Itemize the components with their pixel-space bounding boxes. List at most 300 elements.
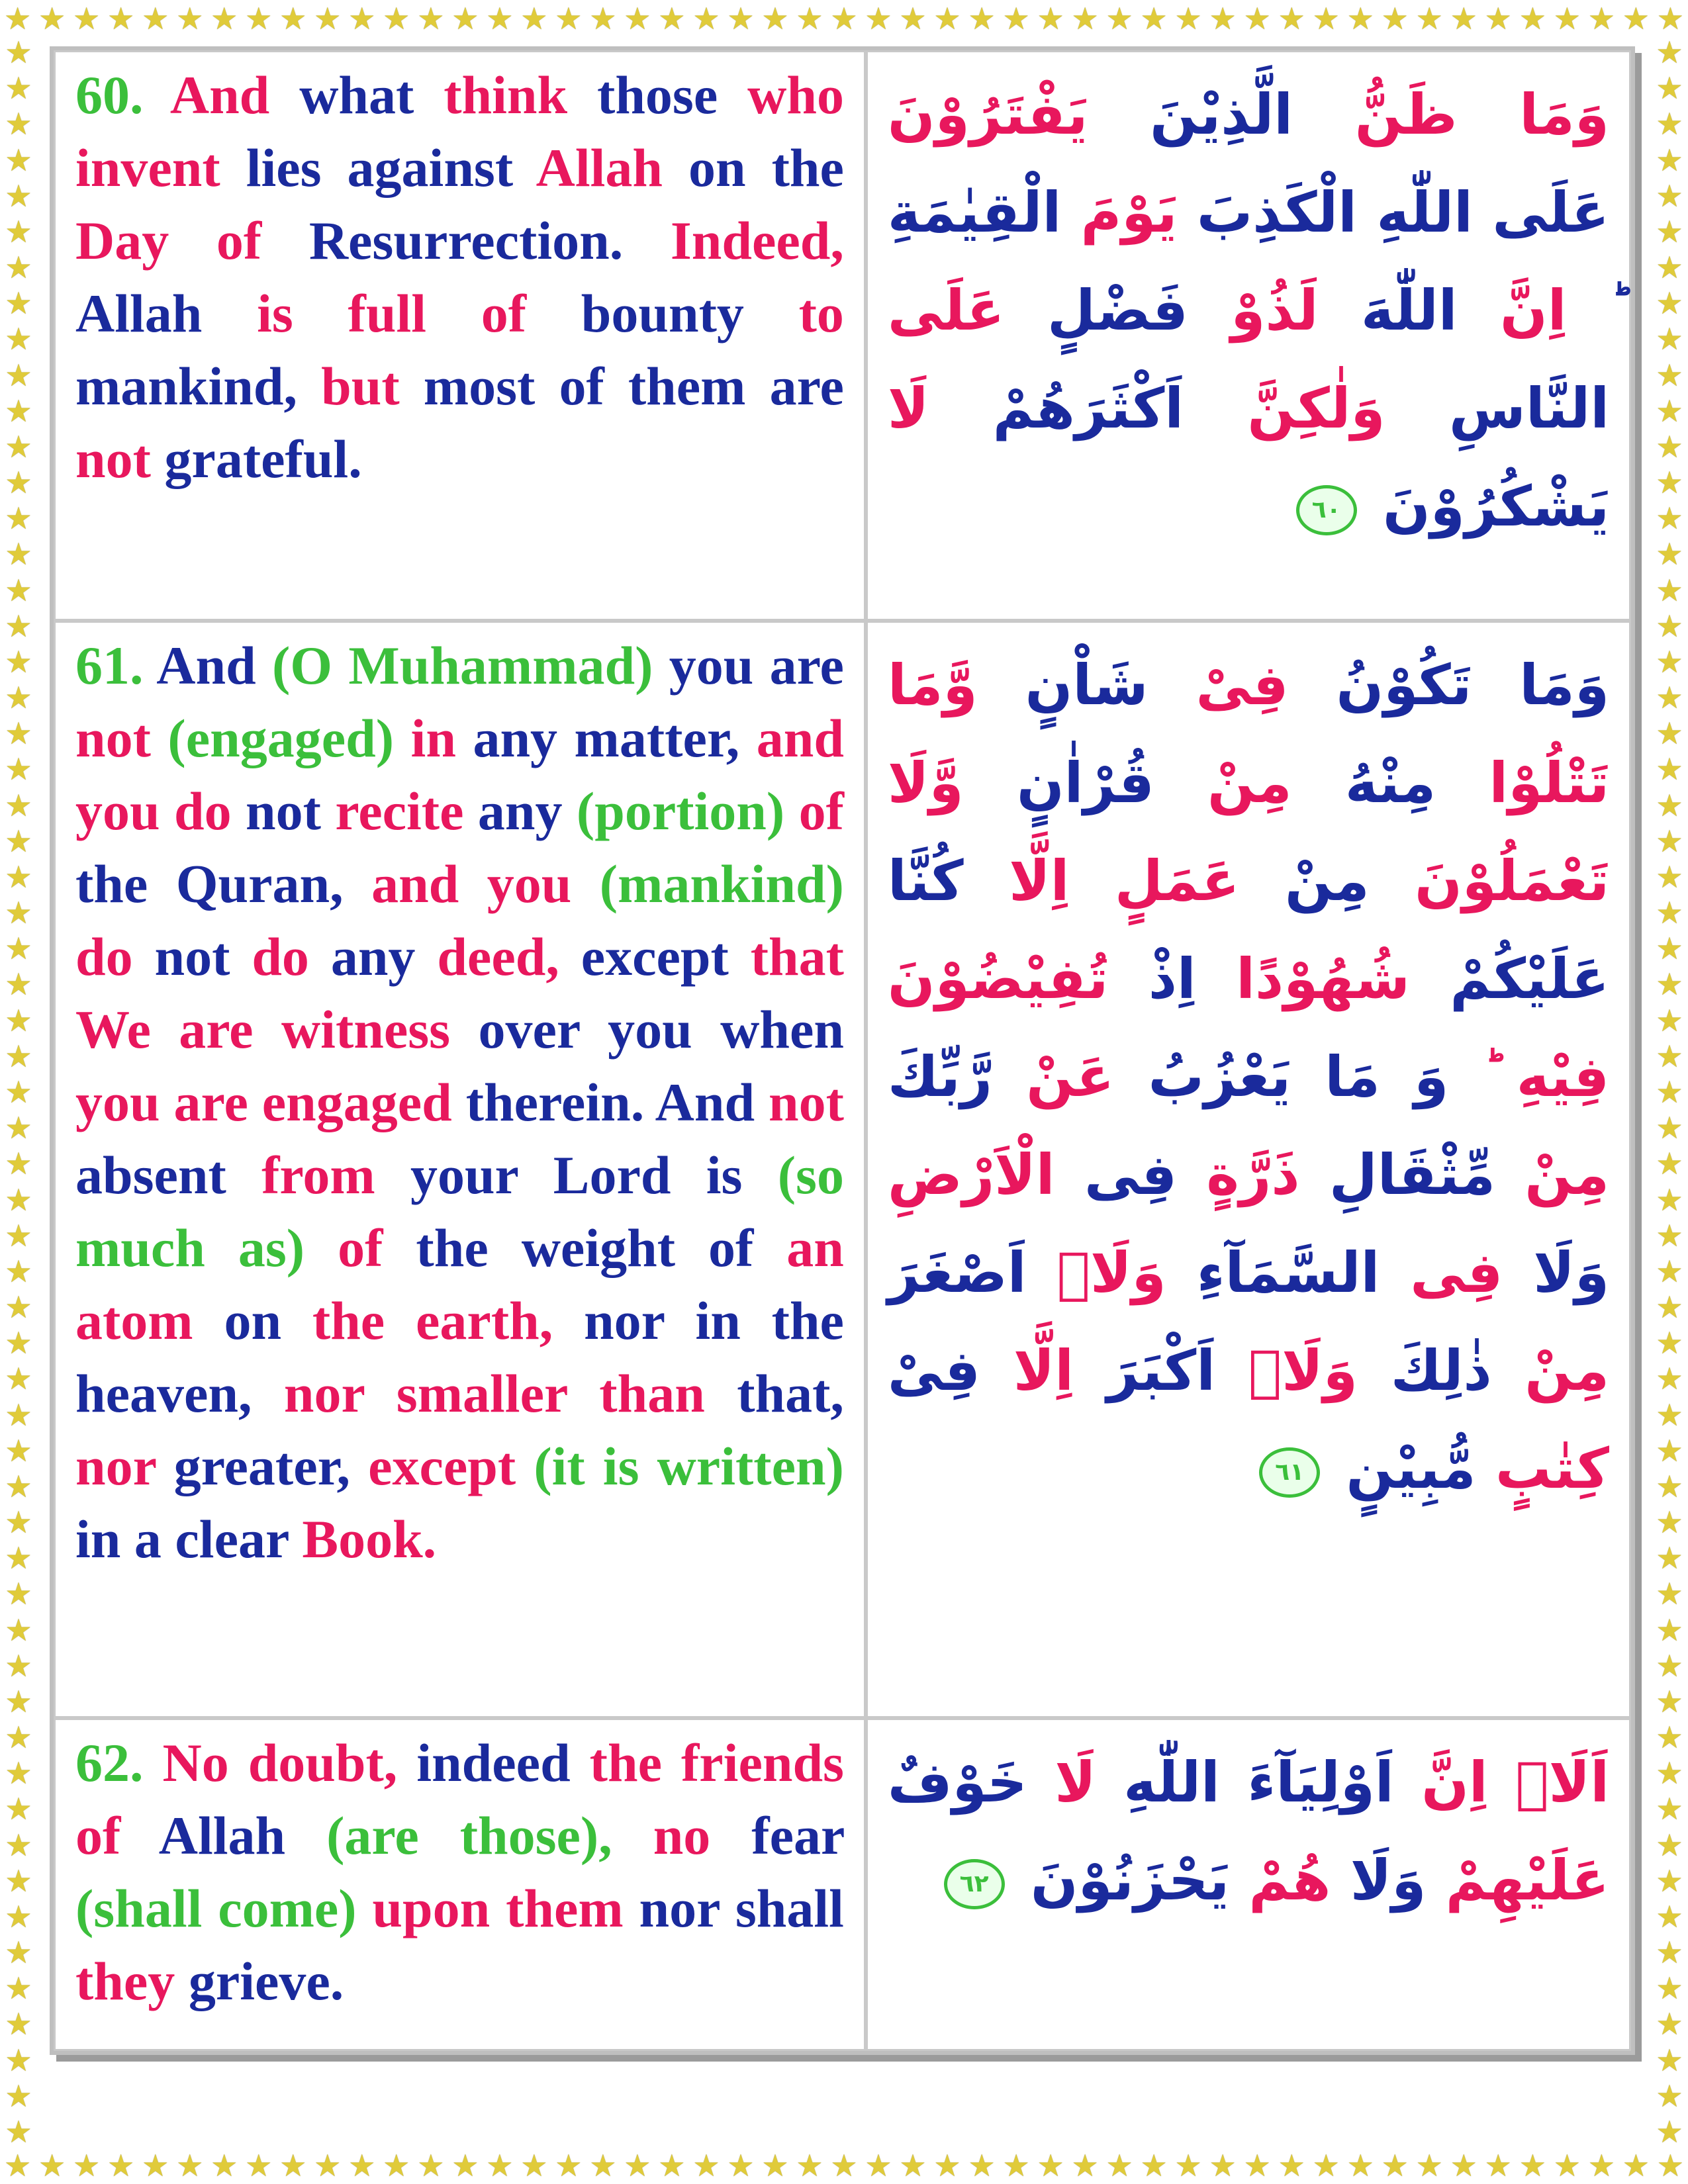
word: الْكَذِبَ xyxy=(1196,180,1357,245)
word: that, xyxy=(737,1363,844,1424)
star-icon: ★ xyxy=(1656,1755,1683,1792)
star-icon: ★ xyxy=(1656,34,1683,70)
word: in xyxy=(410,708,456,768)
word: mankind, xyxy=(75,356,298,416)
star-icon: ★ xyxy=(1656,106,1683,142)
word: therein. xyxy=(465,1072,645,1132)
star-icon: ★ xyxy=(245,2148,273,2183)
star-icon: ★ xyxy=(5,1073,32,1110)
word: of xyxy=(559,356,604,416)
star-icon: ★ xyxy=(5,1396,32,1433)
star-icon: ★ xyxy=(1656,1719,1683,1756)
star-icon: ★ xyxy=(1622,2148,1650,2183)
word: لَا xyxy=(887,376,929,441)
star-icon: ★ xyxy=(5,500,32,537)
star-icon: ★ xyxy=(5,1253,32,1289)
star-icon: ★ xyxy=(1656,1540,1683,1576)
star-icon: ★ xyxy=(1209,1,1237,36)
star-icon: ★ xyxy=(1312,2148,1340,2183)
word: those xyxy=(597,65,718,125)
star-icon: ★ xyxy=(383,1,410,36)
star-icon: ★ xyxy=(1174,2148,1202,2183)
word: not xyxy=(246,781,321,841)
word: grateful. xyxy=(164,429,362,489)
star-icon: ★ xyxy=(5,680,32,716)
word: not xyxy=(769,1072,844,1132)
star-icon: ★ xyxy=(5,1791,32,1827)
star-icon: ★ xyxy=(1656,1504,1683,1541)
star-icon: ★ xyxy=(5,895,32,931)
word: nor smaller xyxy=(283,1363,567,1424)
star-icon: ★ xyxy=(1656,2077,1683,2114)
star-icon: ★ xyxy=(589,1,617,36)
star-icon: ★ xyxy=(5,1755,32,1792)
word: اَوْلِيَآءَ xyxy=(1247,1750,1394,1815)
star-icon: ★ xyxy=(1105,2148,1133,2183)
word: are xyxy=(179,999,254,1060)
star-icon: ★ xyxy=(1656,1647,1683,1684)
verse-table xyxy=(50,46,1635,2055)
word: from xyxy=(261,1145,375,1205)
word: اللّٰهِ xyxy=(1123,1750,1220,1815)
word: nor xyxy=(75,1436,156,1496)
word: to xyxy=(798,283,844,343)
star-icon: ★ xyxy=(5,1970,32,2007)
word: of xyxy=(75,1805,121,1866)
star-icon: ★ xyxy=(1656,1253,1683,1289)
word: وَلَاۤ xyxy=(1248,1338,1358,1403)
star-icon: ★ xyxy=(1656,250,1683,286)
word: الْاَرْضِ xyxy=(887,1142,1055,1207)
word: that xyxy=(750,927,844,987)
star-icon: ★ xyxy=(1656,70,1683,107)
word: الْقِيٰمَةِ xyxy=(887,180,1062,245)
word: not xyxy=(75,429,151,489)
word: كِتٰبٍ xyxy=(1495,1436,1609,1501)
word: against xyxy=(347,138,514,198)
star-icon: ★ xyxy=(1656,823,1683,859)
star-icon: ★ xyxy=(1656,751,1683,788)
star-icon: ★ xyxy=(1656,1432,1683,1469)
star-icon: ★ xyxy=(1656,1683,1683,1719)
star-icon: ★ xyxy=(5,966,32,1003)
word: written) xyxy=(657,1436,844,1496)
verse-row-61 xyxy=(54,621,1631,1718)
word: يَوْمَ xyxy=(1080,180,1178,245)
word: any xyxy=(473,708,558,768)
word: وَلَاۤ xyxy=(1056,1240,1166,1305)
star-icon: ★ xyxy=(624,2148,651,2183)
word: تَتْلُوْا xyxy=(1489,751,1609,815)
word: the xyxy=(75,854,148,914)
word: them xyxy=(628,356,746,416)
star-icon: ★ xyxy=(1656,715,1683,752)
star-icon: ★ xyxy=(1656,428,1683,465)
word: friends xyxy=(680,1733,844,1793)
english-translation-60 xyxy=(54,50,866,621)
star-icon: ★ xyxy=(1105,1,1133,36)
star-icon: ★ xyxy=(5,1504,32,1541)
star-icon: ★ xyxy=(1656,1181,1683,1218)
star-icon: ★ xyxy=(5,1146,32,1182)
star-icon: ★ xyxy=(5,1719,32,1756)
word: are xyxy=(769,356,844,416)
star-icon: ★ xyxy=(5,1217,32,1253)
word: (so much as) xyxy=(75,1145,844,1278)
star-border-left xyxy=(0,34,37,2150)
word: (O Muhammad) xyxy=(271,635,653,696)
star-border-top xyxy=(0,0,1688,37)
word: doubt, xyxy=(248,1733,398,1793)
star-icon: ★ xyxy=(1278,2148,1305,2183)
star-icon: ★ xyxy=(1656,1396,1683,1433)
word: weight xyxy=(521,1218,676,1278)
word: of xyxy=(481,283,527,343)
star-icon: ★ xyxy=(5,1612,32,1648)
star-icon: ★ xyxy=(1450,1,1477,36)
word: كُنَّا xyxy=(887,848,964,913)
star-icon: ★ xyxy=(1656,2042,1683,2078)
star-icon: ★ xyxy=(486,1,514,36)
star-icon: ★ xyxy=(279,1,307,36)
word: than xyxy=(599,1363,705,1424)
star-icon: ★ xyxy=(1209,2148,1237,2183)
word: upon xyxy=(372,1878,491,1938)
star-icon: ★ xyxy=(761,2148,789,2183)
word: and you do xyxy=(75,708,844,841)
star-icon: ★ xyxy=(5,2042,32,2078)
star-icon: ★ xyxy=(5,250,32,286)
word: مُّبِيْنٍ xyxy=(1346,1436,1476,1501)
word: (portion) xyxy=(576,781,785,841)
word: over xyxy=(478,999,580,1060)
star-icon: ★ xyxy=(589,2148,617,2183)
star-icon: ★ xyxy=(5,1432,32,1469)
word: فِى xyxy=(1410,1240,1503,1305)
star-icon: ★ xyxy=(692,1,720,36)
word: any xyxy=(330,927,416,987)
star-icon: ★ xyxy=(727,1,755,36)
word: عَمَلٍ xyxy=(1114,848,1240,913)
word: فَضْلٍ xyxy=(1047,278,1188,343)
star-icon: ★ xyxy=(1656,321,1683,357)
star-icon: ★ xyxy=(5,643,32,680)
star-icon: ★ xyxy=(1278,1,1305,36)
word: Book. xyxy=(302,1509,437,1569)
word: what xyxy=(299,65,414,125)
star-icon: ★ xyxy=(1656,2148,1684,2183)
word: absent xyxy=(75,1145,226,1205)
word: not xyxy=(154,927,230,987)
word: are xyxy=(769,635,844,696)
star-icon: ★ xyxy=(555,1,583,36)
word: Allah xyxy=(75,283,203,343)
word: مِنْ xyxy=(1524,1142,1610,1207)
word: فِىْ xyxy=(1196,653,1289,717)
word: مِنْ xyxy=(1524,1338,1609,1403)
word: lies xyxy=(246,138,322,198)
word: Day xyxy=(75,210,169,271)
word: اَلَاۤ xyxy=(1515,1750,1609,1815)
star-icon: ★ xyxy=(1174,1,1202,36)
star-icon: ★ xyxy=(5,106,32,142)
word: (engaged) xyxy=(167,708,395,768)
word: on xyxy=(688,138,746,198)
star-icon: ★ xyxy=(1519,2148,1546,2183)
star-icon: ★ xyxy=(1656,1289,1683,1326)
arabic-text-62 xyxy=(866,1718,1631,2051)
word: And xyxy=(156,635,256,696)
word: you xyxy=(669,635,754,696)
star-icon: ★ xyxy=(933,1,961,36)
word: تَكُوْنُ xyxy=(1336,653,1472,717)
word: nor xyxy=(584,1291,665,1351)
star-icon: ★ xyxy=(5,787,32,823)
star-icon: ★ xyxy=(1415,2148,1443,2183)
word: you are engaged xyxy=(75,1072,452,1132)
word: يَحْزَنُوْنَ xyxy=(1030,1848,1230,1913)
star-icon: ★ xyxy=(245,1,273,36)
star-icon: ★ xyxy=(5,1898,32,1934)
word: on xyxy=(224,1291,282,1351)
word: ذَرَّةٍ xyxy=(1206,1142,1300,1207)
arabic-text-60 xyxy=(866,50,1631,621)
star-icon: ★ xyxy=(5,392,32,429)
word: وَلٰكِنَّ xyxy=(1247,376,1385,441)
star-icon: ★ xyxy=(451,1,479,36)
star-icon: ★ xyxy=(5,1468,32,1504)
word: in xyxy=(695,1291,741,1351)
star-icon: ★ xyxy=(727,2148,755,2183)
word: Indeed, xyxy=(670,210,844,271)
star-icon: ★ xyxy=(1656,680,1683,716)
star-icon: ★ xyxy=(5,1683,32,1719)
verse-number-marker: ٦١ xyxy=(1259,1447,1320,1498)
star-icon: ★ xyxy=(1656,1934,1683,1971)
word: the xyxy=(589,1733,662,1793)
word: not xyxy=(75,708,151,768)
star-icon: ★ xyxy=(1656,536,1683,572)
star-icon: ★ xyxy=(1656,1970,1683,2007)
word: ظَنُّ xyxy=(1354,82,1458,147)
star-icon: ★ xyxy=(5,823,32,859)
star-icon: ★ xyxy=(865,1,892,36)
star-icon: ★ xyxy=(1656,213,1683,250)
word: when xyxy=(720,999,844,1060)
star-icon: ★ xyxy=(5,1289,32,1326)
star-icon: ★ xyxy=(211,1,238,36)
star-icon: ★ xyxy=(1656,1576,1683,1612)
star-icon: ★ xyxy=(5,428,32,465)
word: رَّبِّكَ xyxy=(887,1044,993,1109)
word: who xyxy=(747,65,844,125)
word: شَاْنٍ xyxy=(1025,653,1149,717)
star-icon: ★ xyxy=(1243,2148,1271,2183)
word: مِنْهُ xyxy=(1344,751,1436,815)
word: you xyxy=(608,999,692,1060)
word: مِنْ xyxy=(1207,751,1292,815)
star-icon: ★ xyxy=(5,34,32,70)
star-icon: ★ xyxy=(5,1647,32,1684)
word: عَلَيْكُمْ xyxy=(1450,946,1609,1011)
star-icon: ★ xyxy=(5,321,32,357)
star-icon: ★ xyxy=(1037,2148,1064,2183)
word: عَلَيْهِمْ xyxy=(1445,1848,1609,1913)
star-icon: ★ xyxy=(5,1361,32,1397)
word: فِيْهِ ؕ xyxy=(1482,1044,1609,1109)
star-icon: ★ xyxy=(1553,1,1581,36)
word: Allah xyxy=(536,138,663,198)
word: your Lord is xyxy=(410,1145,743,1205)
word: وَّمَا xyxy=(887,653,978,717)
word: and xyxy=(371,854,459,914)
star-icon: ★ xyxy=(1656,1110,1683,1146)
star-icon: ★ xyxy=(1656,177,1683,214)
word: they xyxy=(75,1951,175,2011)
star-icon: ★ xyxy=(1002,1,1030,36)
word: We xyxy=(75,999,151,1060)
word: think xyxy=(444,65,568,125)
word: matter, xyxy=(574,708,740,768)
word: earth, xyxy=(416,1291,553,1351)
word: do xyxy=(75,927,133,987)
word: No xyxy=(162,1733,229,1793)
star-icon: ★ xyxy=(107,1,135,36)
star-icon: ★ xyxy=(1656,1217,1683,1253)
word: indeed xyxy=(416,1733,571,1793)
star-icon: ★ xyxy=(5,1934,32,1971)
word: And xyxy=(655,1072,755,1132)
star-icon: ★ xyxy=(658,1,686,36)
english-translation-62 xyxy=(54,1718,866,2051)
word: And xyxy=(169,65,270,125)
star-icon: ★ xyxy=(1656,1361,1683,1397)
star-icon: ★ xyxy=(5,70,32,107)
star-icon: ★ xyxy=(1656,858,1683,895)
word: grieve. xyxy=(188,1951,344,2011)
star-icon: ★ xyxy=(692,2148,720,2183)
star-icon: ★ xyxy=(5,357,32,393)
star-icon: ★ xyxy=(5,213,32,250)
star-icon: ★ xyxy=(1656,895,1683,931)
star-icon: ★ xyxy=(1037,1,1064,36)
star-icon: ★ xyxy=(1381,2148,1409,2183)
star-icon: ★ xyxy=(1484,2148,1512,2183)
word: شُهُوْدًا xyxy=(1236,946,1410,1011)
star-icon: ★ xyxy=(1140,1,1168,36)
word: اِذْ xyxy=(1148,946,1196,1011)
word: except xyxy=(368,1436,516,1496)
star-icon: ★ xyxy=(1656,500,1683,537)
star-icon: ★ xyxy=(520,2148,548,2183)
word: invent xyxy=(75,138,220,198)
star-icon: ★ xyxy=(4,2148,32,2183)
star-icon: ★ xyxy=(933,2148,961,2183)
star-icon: ★ xyxy=(1656,787,1683,823)
star-icon: ★ xyxy=(417,1,445,36)
word: you xyxy=(487,854,572,914)
star-icon: ★ xyxy=(176,1,204,36)
word: except xyxy=(581,927,729,987)
star-icon: ★ xyxy=(968,2148,996,2183)
word: وَلَا xyxy=(1533,1240,1610,1305)
star-icon: ★ xyxy=(383,2148,410,2183)
verse-row-62 xyxy=(54,1718,1631,2051)
word: atom xyxy=(75,1291,193,1351)
star-icon: ★ xyxy=(1656,608,1683,644)
word: the heaven, xyxy=(75,1291,844,1424)
word: مِنْ xyxy=(1285,848,1370,913)
word: عَلَى xyxy=(1492,180,1610,245)
star-icon: ★ xyxy=(107,2148,135,2183)
word: Resurrection. xyxy=(308,210,624,271)
english-translation-61 xyxy=(54,621,866,1718)
star-icon: ★ xyxy=(1656,285,1683,322)
word: nor shall xyxy=(639,1878,844,1938)
star-icon: ★ xyxy=(796,2148,823,2183)
star-icon: ★ xyxy=(555,2148,583,2183)
word: مَا xyxy=(1325,1044,1380,1109)
word: full xyxy=(348,283,427,343)
star-icon: ★ xyxy=(1346,1,1374,36)
star-icon: ★ xyxy=(1346,2148,1374,2183)
word: in a clear xyxy=(75,1509,289,1569)
star-icon: ★ xyxy=(1587,2148,1615,2183)
word: الَّذِيْنَ xyxy=(1150,82,1293,147)
star-icon: ★ xyxy=(314,1,342,36)
word: اِنَّ xyxy=(1500,278,1567,343)
star-icon: ★ xyxy=(1656,1038,1683,1074)
star-icon: ★ xyxy=(5,1862,32,1899)
star-icon: ★ xyxy=(5,536,32,572)
star-icon: ★ xyxy=(1484,1,1512,36)
word: لَا xyxy=(1055,1750,1096,1815)
star-icon: ★ xyxy=(1450,2148,1477,2183)
word: (are those), xyxy=(326,1805,612,1866)
star-icon: ★ xyxy=(1553,2148,1581,2183)
word: of xyxy=(708,1218,754,1278)
star-icon: ★ xyxy=(1140,2148,1168,2183)
star-icon: ★ xyxy=(899,1,927,36)
word: Quran, xyxy=(175,854,344,914)
star-icon: ★ xyxy=(142,2148,169,2183)
verse-row-60 xyxy=(54,50,1631,621)
star-icon: ★ xyxy=(1312,1,1340,36)
word: تُفِيْضُوْنَ xyxy=(887,946,1109,1011)
word: fear xyxy=(751,1805,844,1866)
word: 61. xyxy=(75,635,144,696)
word: يَشْكُرُوْنَ xyxy=(1382,474,1609,539)
star-icon: ★ xyxy=(1656,1146,1683,1182)
star-icon: ★ xyxy=(830,2148,858,2183)
star-icon: ★ xyxy=(348,1,376,36)
star-icon: ★ xyxy=(5,715,32,752)
word: no xyxy=(653,1805,711,1866)
star-icon: ★ xyxy=(830,1,858,36)
star-icon: ★ xyxy=(1656,392,1683,429)
star-icon: ★ xyxy=(865,2148,892,2183)
star-icon: ★ xyxy=(176,2148,204,2183)
star-icon: ★ xyxy=(624,1,651,36)
word: وَمَا xyxy=(1519,82,1609,147)
arabic-text-61 xyxy=(866,621,1631,1718)
star-icon: ★ xyxy=(5,1110,32,1146)
word: قُرْاٰنٍ xyxy=(1016,751,1154,815)
star-icon: ★ xyxy=(5,285,32,322)
verse-number-marker: ٦٠ xyxy=(1296,485,1357,535)
star-icon: ★ xyxy=(1656,1612,1683,1648)
word: them xyxy=(506,1878,624,1938)
